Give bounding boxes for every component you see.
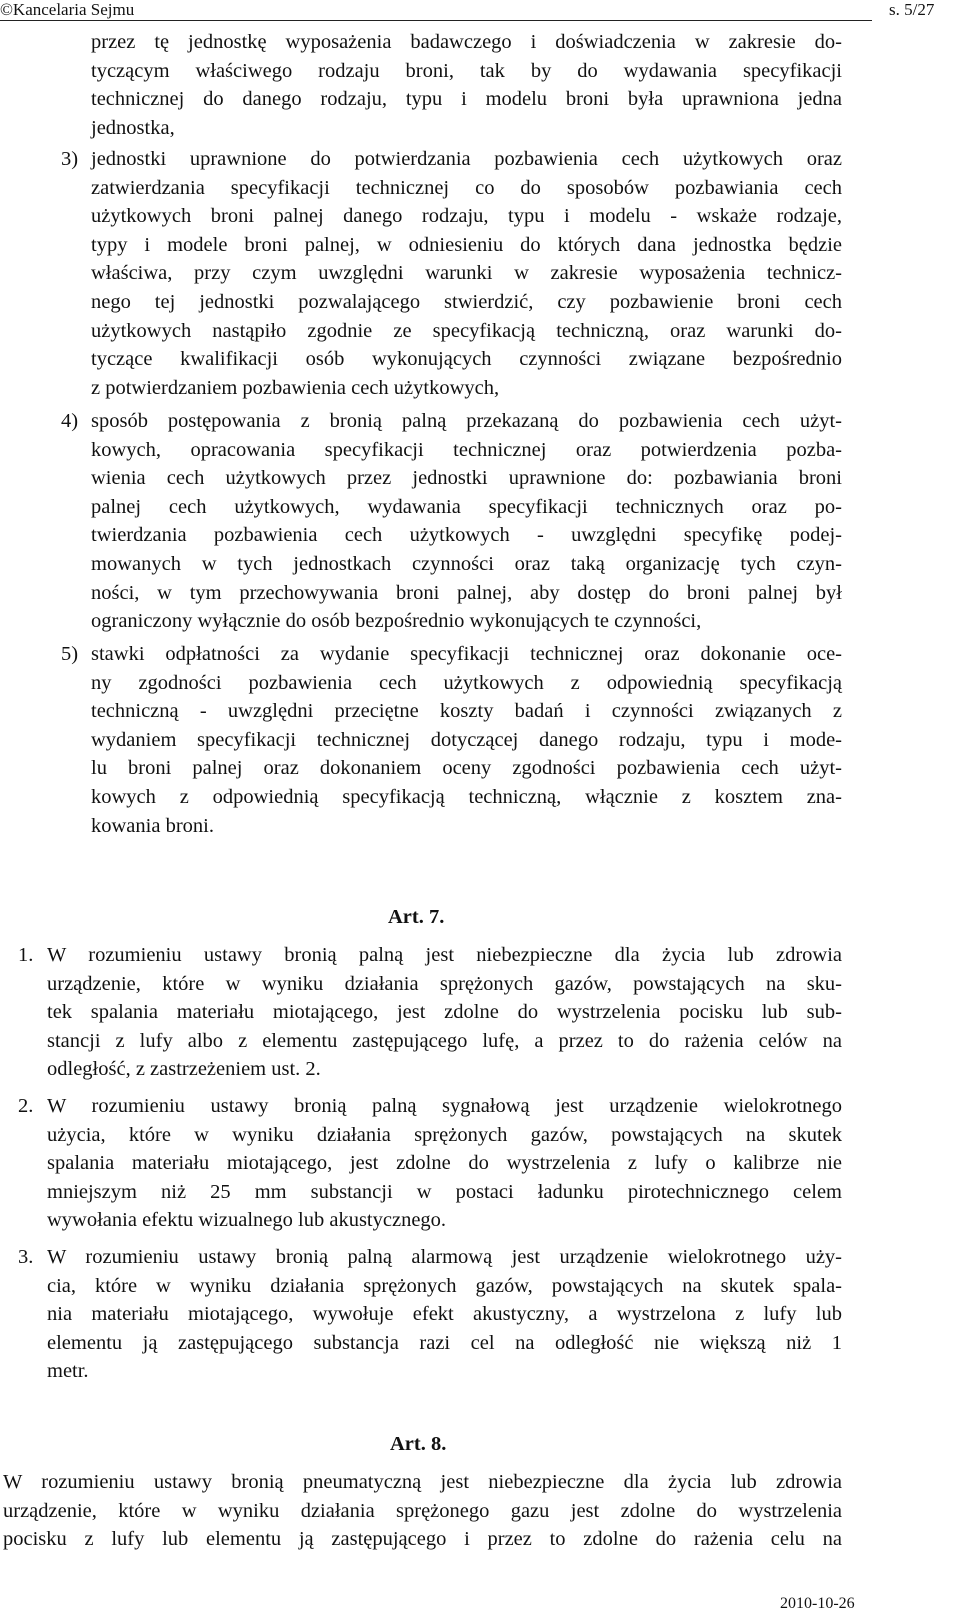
art8-text bbox=[3, 1468, 842, 1554]
art7-para-1 bbox=[47, 941, 842, 1084]
text-line: mniejszym niż 25 mm substancji w postaci ładunku pirotechnicznego celem bbox=[47, 1180, 842, 1203]
item-continuation bbox=[91, 28, 842, 142]
text-line: wienia cech użytkowych przez jednostki uprawnione do: pozbawiania broni bbox=[91, 467, 842, 490]
text-line: wywołania efektu wizualnego lub akustycznego. bbox=[47, 1209, 447, 1232]
text-line: kowych, opracowania specyfikacji technicznej oraz potwierdzenia pozba- bbox=[91, 438, 842, 461]
text-line: kowych z odpowiednią specyfikacją techniczną, włącznie z kosztem zna- bbox=[91, 785, 842, 808]
item-4-text bbox=[91, 407, 842, 636]
text-line: lu broni palnej oraz dokonaniem oceny zgodności pozbawienia cech użyt- bbox=[91, 757, 842, 780]
text-line: z potwierdzaniem pozbawienia cech użytkowych, bbox=[91, 376, 500, 399]
text-line: właściwa, przy czym uwzględni warunki w zakresie wyposażenia technicz- bbox=[91, 262, 842, 285]
text-line: W rozumieniu ustawy bronią palną jest niebezpieczne dla życia lub zdrowia bbox=[47, 944, 842, 966]
text-line: kowania broni. bbox=[91, 814, 214, 837]
text-line: W rozumieniu ustawy bronią pneumatyczną jest niebezpieczne dla życia lub zdrowia bbox=[3, 1471, 842, 1493]
text-line: użytkowych nastąpiło zgodnie ze specyfikacją techniczną, oraz warunki do- bbox=[91, 319, 842, 342]
text-line: wydaniem specyfikacji technicznej dotyczącej danego rodzaju, typu i mode- bbox=[91, 728, 842, 751]
item-3-text bbox=[91, 145, 842, 402]
item-5-number: 5) bbox=[61, 643, 79, 665]
text-line: jednostka, bbox=[91, 116, 175, 139]
text-line: stancji z lufy albo z elementu zastępującego lufę, a przez to do rażenia celów na bbox=[47, 1029, 842, 1052]
text-line: ności, w tym przechowywania broni palnej, aby dostęp do broni palnej był bbox=[91, 581, 842, 604]
text-line: odległość, z zastrzeżeniem ust. 2. bbox=[47, 1058, 321, 1081]
text-line: spalania materiału miotającego, jest zdolne do wystrzelenia z lufy o kalibrze nie bbox=[47, 1152, 842, 1175]
text-line: sposób postępowania z bronią palną przekazaną do pozbawienia cech użyt- bbox=[91, 410, 842, 432]
text-line: tyczące kwalifikacji osób wykonujących czynności związane bezpośrednio bbox=[91, 348, 842, 371]
text-line: urządzenie, które w wyniku działania sprężonego gazu jest zdolne do wystrzelenia bbox=[3, 1499, 842, 1522]
text-line: techniczną - uwzględni przeciętne koszty badań i czynności związanych z bbox=[91, 700, 842, 723]
text-line: W rozumieniu ustawy bronią palną sygnałową jest urządzenie wielokrotnego bbox=[47, 1095, 842, 1117]
text-line: ograniczony wyłącznie do osób bezpośrednio wykonujących te czynności, bbox=[91, 610, 702, 633]
text-line: metr. bbox=[47, 1360, 89, 1383]
header-page-number: s. 5/27 bbox=[889, 0, 935, 19]
text-line: urządzenie, które w wyniku działania sprężonych gazów, powstających na sku- bbox=[47, 972, 842, 995]
text-line: twierdzania pozbawienia cech użytkowych - uwzględni specyfikę podej- bbox=[91, 524, 842, 547]
text-line: typy i modele broni palnej, w odniesieniu do których dana jednostka będzie bbox=[91, 233, 842, 256]
text-line: ny zgodności pozbawienia cech użytkowych z odpowiednią specyfikacją bbox=[91, 671, 842, 694]
footer-date: 2010-10-26 bbox=[780, 1595, 855, 1612]
text-line: tek spalania materiału miotającego, jest zdolne do wystrzelenia pocisku lub sub- bbox=[47, 1001, 842, 1024]
header-copyright: ©Kancelaria Sejmu bbox=[0, 0, 135, 19]
text-line: mowanych w tych jednostkach czynności oraz taką organizację tych czyn- bbox=[91, 552, 842, 575]
text-line: cia, które w wyniku działania sprężonych gazów, powstających na skutek spala- bbox=[47, 1274, 842, 1297]
item-4-number: 4) bbox=[61, 410, 79, 432]
text-line: stawki odpłatności za wydanie specyfikacji technicznej oraz dokonanie oce- bbox=[91, 643, 842, 665]
article-7-heading: Art. 7. bbox=[388, 906, 445, 928]
item-3-number: 3) bbox=[61, 148, 79, 170]
text-line: elementu ją zastępującego substancja razi cel na odległość nie większą niż 1 bbox=[47, 1331, 842, 1354]
text-line: technicznej do danego rodzaju, typu i modelu broni była uprawniona jedna bbox=[91, 88, 842, 111]
text-line: przez tę jednostkę wyposażenia badawczego i doświadczenia w zakresie do- bbox=[91, 31, 842, 53]
text-line: palnej cech użytkowych, wydawania specyfikacji technicznych oraz po- bbox=[91, 495, 842, 518]
art7-para-3 bbox=[47, 1243, 842, 1386]
art7-para-2-number: 2. bbox=[18, 1095, 34, 1117]
text-line: tyczącym właściwego rodzaju broni, tak by do wydawania specyfikacji bbox=[91, 59, 842, 82]
text-line: pocisku z lufy lub elementu ją zastępującego i przez to zdolne do rażenia celu na bbox=[3, 1528, 842, 1551]
text-line: nia materiału miotającego, wywołuje efekt akustyczny, a wystrzelona z lufy lub bbox=[47, 1303, 842, 1326]
text-line: W rozumieniu ustawy bronią palną alarmową jest urządzenie wielokrotnego uży- bbox=[47, 1246, 842, 1268]
text-line: użycia, które w wyniku działania sprężonych gazów, powstających na skutek bbox=[47, 1123, 842, 1146]
item-5-text bbox=[91, 640, 842, 840]
art7-para-2 bbox=[47, 1092, 842, 1235]
text-line: nego tej jednostki pozwalającego stwierdzić, czy pozbawienie broni cech bbox=[91, 290, 842, 313]
text-line: zatwierdzania specyfikacji technicznej co do sposobów pozbawiania cech bbox=[91, 176, 842, 199]
article-8-heading: Art. 8. bbox=[390, 1433, 447, 1455]
text-line: jednostki uprawnione do potwierdzania pozbawienia cech użytkowych oraz bbox=[91, 148, 842, 170]
text-line: użytkowych broni palnej danego rodzaju, typu i modelu - wskaże rodzaje, bbox=[91, 205, 842, 228]
art7-para-3-number: 3. bbox=[18, 1246, 34, 1268]
art7-para-1-number: 1. bbox=[18, 944, 34, 966]
header-rule bbox=[0, 20, 872, 21]
